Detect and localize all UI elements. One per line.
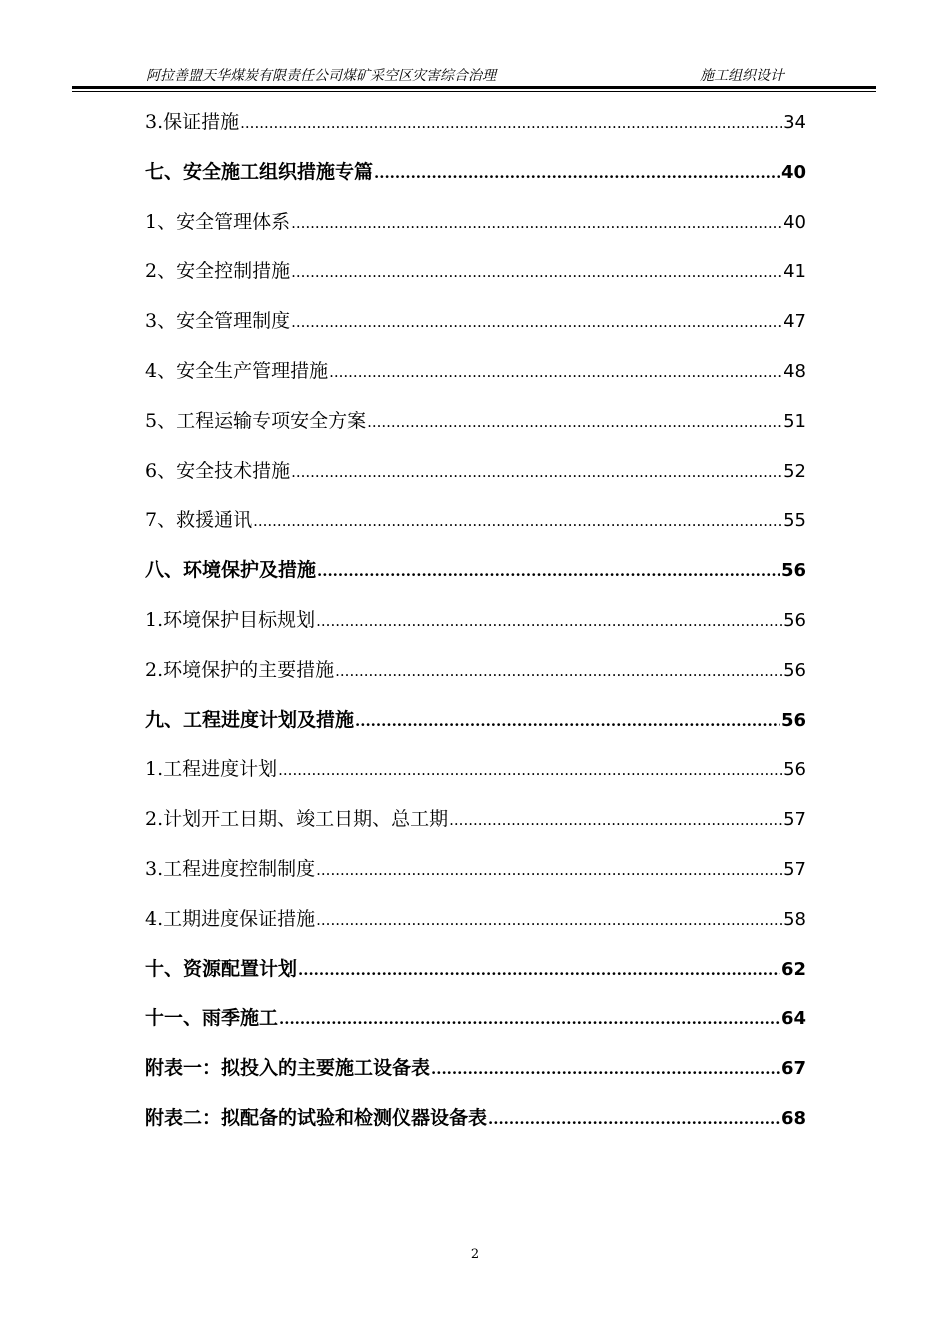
toc-dot-leader xyxy=(316,597,782,647)
header-rule-thick xyxy=(72,86,876,89)
toc-entry-title: 1.工程进度计划 xyxy=(145,758,278,781)
toc-section-entry[interactable] xyxy=(145,596,806,646)
toc-chapter-entry[interactable] xyxy=(145,994,806,1044)
toc-entry-page: 57 xyxy=(783,858,806,880)
table-of-contents xyxy=(145,98,806,1144)
page-number: 2 xyxy=(470,1247,480,1262)
page-header xyxy=(72,66,876,88)
toc-section-entry[interactable] xyxy=(145,745,806,795)
toc-entry-page: 56 xyxy=(780,560,806,582)
toc-entry-title: 七、安全施工组织措施专篇 xyxy=(145,160,374,183)
toc-section-entry[interactable] xyxy=(145,98,806,148)
toc-dot-leader xyxy=(374,149,780,199)
toc-entry-page: 48 xyxy=(783,360,806,382)
toc-entry-title: 5、工程运输专项安全方案 xyxy=(145,409,367,432)
toc-entry-page: 51 xyxy=(783,410,806,432)
toc-dot-leader xyxy=(449,796,782,846)
toc-section-entry[interactable] xyxy=(145,895,806,945)
toc-entry-title: 2.计划开工日期、竣工日期、总工期 xyxy=(145,808,449,831)
toc-dot-leader xyxy=(240,99,782,149)
toc-dot-leader xyxy=(298,946,780,996)
header-rule-thin xyxy=(72,91,876,92)
toc-chapter-entry[interactable] xyxy=(145,945,806,995)
toc-entry-page: 55 xyxy=(783,510,806,532)
toc-entry-title: 4.工期进度保证措施 xyxy=(145,907,316,930)
toc-dot-leader xyxy=(335,647,782,697)
toc-entry-page: 40 xyxy=(783,211,806,233)
toc-chapter-entry[interactable] xyxy=(145,696,806,746)
toc-chapter-entry[interactable] xyxy=(145,546,806,596)
toc-dot-leader xyxy=(355,697,780,747)
toc-section-entry[interactable] xyxy=(145,496,806,546)
toc-dot-leader xyxy=(316,846,782,896)
toc-dot-leader xyxy=(317,547,780,597)
toc-dot-leader xyxy=(329,348,782,398)
toc-dot-leader xyxy=(291,248,782,298)
toc-dot-leader xyxy=(291,448,782,498)
toc-dot-leader xyxy=(431,1045,780,1095)
toc-entry-page: 67 xyxy=(780,1058,806,1080)
toc-entry-page: 68 xyxy=(780,1107,806,1129)
toc-entry-title: 十一、雨季施工 xyxy=(145,1007,279,1030)
toc-section-entry[interactable] xyxy=(145,198,806,248)
toc-entry-page: 41 xyxy=(783,261,806,283)
toc-dot-leader xyxy=(316,896,782,946)
toc-entry-page: 57 xyxy=(783,809,806,831)
toc-entry-title: 4、安全生产管理措施 xyxy=(145,359,329,382)
toc-entry-title: 九、工程进度计划及措施 xyxy=(145,708,355,731)
toc-entry-title: 2.环境保护的主要措施 xyxy=(145,658,335,681)
toc-entry-page: 47 xyxy=(783,311,806,333)
toc-entry-title: 十、资源配置计划 xyxy=(145,957,298,980)
toc-entry-page: 56 xyxy=(783,659,806,681)
toc-entry-title: 1.环境保护目标规划 xyxy=(145,608,316,631)
toc-section-entry[interactable] xyxy=(145,247,806,297)
toc-entry-title: 附表一：拟投入的主要施工设备表 xyxy=(145,1057,431,1080)
header-document-title: 阿拉善盟天华煤炭有限责任公司煤矿采空区灾害综合治理 xyxy=(146,68,496,84)
toc-entry-title: 3.工程进度控制制度 xyxy=(145,857,316,880)
toc-entry-title: 6、安全技术措施 xyxy=(145,459,291,482)
toc-entry-page: 56 xyxy=(783,609,806,631)
toc-chapter-entry[interactable] xyxy=(145,1044,806,1094)
toc-entry-page: 52 xyxy=(783,460,806,482)
toc-section-entry[interactable] xyxy=(145,297,806,347)
toc-entry-title: 1、安全管理体系 xyxy=(145,210,291,233)
toc-dot-leader xyxy=(291,298,782,348)
toc-entry-page: 62 xyxy=(780,958,806,980)
toc-dot-leader xyxy=(367,398,782,448)
toc-entry-title: 附表二：拟配备的试验和检测仪器设备表 xyxy=(145,1106,488,1129)
toc-section-entry[interactable] xyxy=(145,447,806,497)
toc-chapter-entry[interactable] xyxy=(145,148,806,198)
toc-entry-title: 3、安全管理制度 xyxy=(145,310,291,333)
toc-dot-leader xyxy=(253,497,782,547)
toc-entry-page: 56 xyxy=(783,759,806,781)
toc-entry-page: 56 xyxy=(780,709,806,731)
toc-section-entry[interactable] xyxy=(145,397,806,447)
toc-chapter-entry[interactable] xyxy=(145,1094,806,1144)
toc-entry-page: 64 xyxy=(780,1008,806,1030)
toc-entry-page: 34 xyxy=(783,112,806,133)
toc-dot-leader xyxy=(291,199,782,249)
toc-entry-title: 2、安全控制措施 xyxy=(145,260,291,283)
toc-dot-leader xyxy=(279,995,780,1045)
toc-entry-title: 八、环境保护及措施 xyxy=(145,559,317,582)
toc-section-entry[interactable] xyxy=(145,845,806,895)
toc-entry-title: 3.保证措施 xyxy=(145,111,240,133)
toc-entry-page: 58 xyxy=(783,908,806,930)
header-section-title: 施工组织设计 xyxy=(700,68,784,84)
toc-dot-leader xyxy=(278,746,782,796)
toc-entry-title: 7、救援通讯 xyxy=(145,509,253,532)
toc-section-entry[interactable] xyxy=(145,646,806,696)
toc-dot-leader xyxy=(488,1095,780,1145)
toc-section-entry[interactable] xyxy=(145,347,806,397)
toc-entry-page: 40 xyxy=(780,161,806,183)
toc-section-entry[interactable] xyxy=(145,795,806,845)
